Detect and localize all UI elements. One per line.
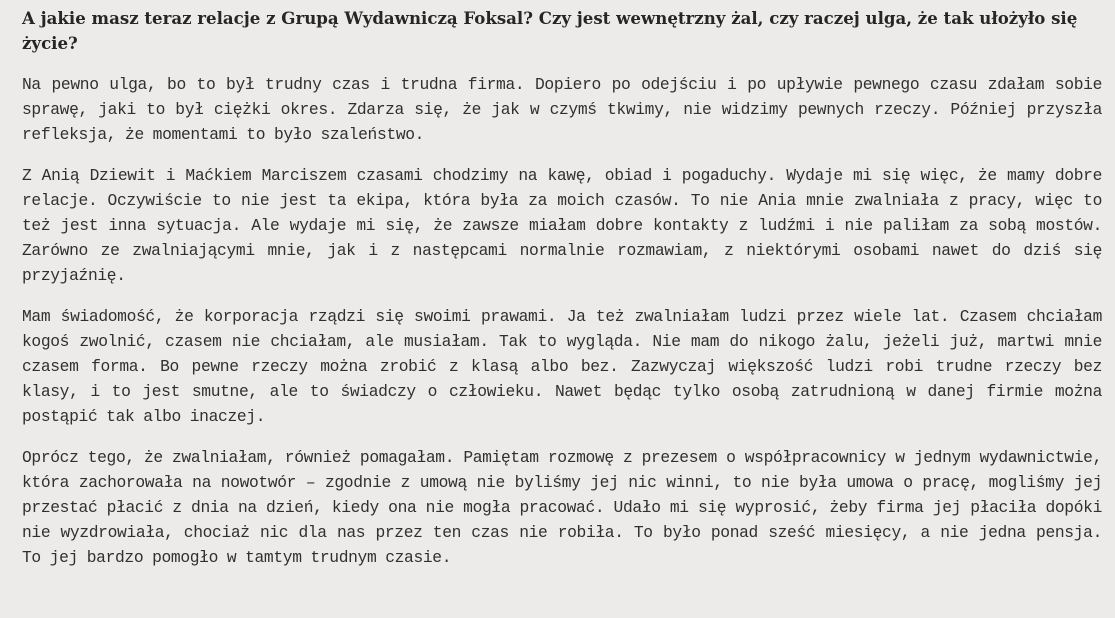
answer-paragraph-1: Na pewno ulga, bo to był trudny czas i trudna firma. Dopiero po odejściu i po upływie pewnego czasu zdałam sobie sprawę, jaki to był ciężki okres. Zdarza się, że jak w czymś tkwimy, nie widzimy pewnych rzeczy. Później przyszła refleksja, że momentami to było szaleństwo. — [22, 75, 1102, 144]
answer-paragraph-2: Z Anią Dziewit i Maćkiem Marciszem czasami chodzimy na kawę, obiad i pogaduchy. Wydaje mi się więc, że mamy dobre relacje. Oczywiście to nie jest ta ekipa, która była za moich czasów. To nie Ania mnie zwalniała z pracy, więc to też jest inna sytuacja. Ale wydaje mi się, że zawsze miałam dobre kontakty z ludźmi i nie paliłam za sobą mostów. Zarówno ze zwalniającymi mnie, jak i z następcami normalnie rozmawiam, z niektórymi osobami nawet do dziś się przyjaźnię. — [22, 166, 1102, 285]
interview-question: A jakie masz teraz relacje z Grupą Wydawniczą Foksal? Czy jest wewnętrzny żal, czy raczej ulga, że tak ułożyło się życie? — [22, 8, 1078, 53]
answer-paragraph-4: Oprócz tego, że zwalniałam, również pomagałam. Pamiętam rozmowę z prezesem o współpracownicy w jednym wydawnictwie, która zachorowała na nowotwór – zgodnie z umową nie byliśmy jej nic winni, to nie była umowa o pracę, mogliśmy jej przestać płacić z dnia na dzień, kiedy ona nie mogła pracować. Udało mi się wyprosić, żeby firma jej płaciła dopóki nie wyzdrowiała, chociaż nic dla nas przez ten czas nie robiła. To było ponad sześć miesięcy, a nie jedna pensja. To jej bardzo pomogło w tamtym trudnym czasie. — [22, 448, 1102, 567]
answer-paragraph-3: Mam świadomość, że korporacja rządzi się swoimi prawami. Ja też zwalniałam ludzi przez wiele lat. Czasem chciałam kogoś zwolnić, czasem nie chciałam, ale musiałam. Tak to wygląda. Nie mam do nikogo żalu, jeżeli już, martwi mnie czasem forma. Bo pewne rzeczy można zrobić z klasą albo bez. Zazwyczaj większość ludzi robi trudne rzeczy bez klasy, i to jest smutne, ale to świadczy o człowieku. Nawet będąc tylko osobą zatrudnioną w danej firmie można postąpić tak albo inaczej. — [22, 307, 1102, 426]
